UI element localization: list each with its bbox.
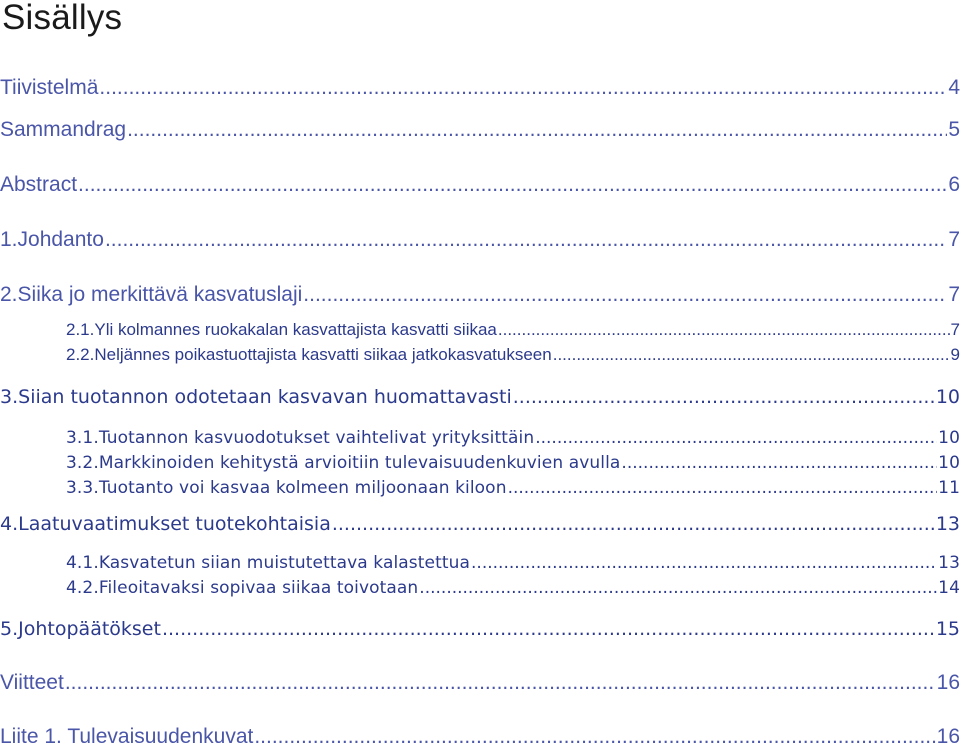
toc-section-number: 2.1. (66, 320, 95, 339)
toc-entry-text: Fileoitavaksi sopivaa siikaa toivotaan (98, 578, 419, 598)
toc-entry-text: Markkinoiden kehitystä arvioitiin tulevaisuudenkuvien avulla (98, 453, 621, 473)
toc-section-number: 3.1. (66, 428, 99, 448)
dot-leader (471, 553, 937, 573)
toc-entry-2-2[interactable] (0, 345, 960, 365)
dot-leader (419, 578, 937, 598)
toc-section-number: 4. (0, 513, 19, 535)
toc-entry-5[interactable] (0, 618, 960, 640)
toc-section-number: 4.1. (66, 553, 99, 573)
toc-page-number: 6 (948, 173, 960, 196)
toc-page-number: 5 (948, 118, 960, 141)
toc-entry-text: Liite 1. Tulevaisuudenkuvat (0, 725, 254, 748)
dot-leader (498, 320, 950, 340)
toc-section-number: 4.2. (66, 578, 99, 598)
toc-entry-text: Sammandrag (0, 118, 127, 141)
toc-page-number: 7 (948, 283, 960, 306)
toc-entry-4-1[interactable] (0, 553, 960, 573)
dot-leader (105, 228, 947, 252)
dot-leader (553, 345, 950, 365)
toc-section-number: 3.3. (66, 478, 99, 498)
toc-entry-text: Johtopäätökset (18, 618, 161, 640)
toc-entry-text: Neljännes poikastuottajista kasvatti siikaa jatkokasvatukseen (94, 345, 552, 364)
toc-entry-4[interactable] (0, 513, 960, 535)
toc-section-number: 2. (0, 283, 18, 306)
toc-entry-sammandrag[interactable] (0, 118, 960, 142)
toc-page-number: 10 (938, 428, 960, 448)
toc-entry-4-2[interactable] (0, 578, 960, 598)
dot-leader (65, 671, 936, 695)
toc-entry-text: Siika jo merkittävä kasvatuslaji (17, 283, 303, 306)
toc-page-number: 10 (935, 386, 960, 408)
toc-page-number: 4 (948, 76, 960, 99)
toc-entry-3-1[interactable] (0, 428, 960, 448)
toc-entry-3[interactable] (0, 386, 960, 408)
toc-entry-text: Yli kolmannes ruokakalan kasvattajista kasvatti siikaa (94, 320, 497, 339)
toc-entry-liite-1[interactable] (0, 725, 960, 749)
dot-leader (535, 428, 937, 448)
toc-entry-text: Abstract (0, 173, 78, 196)
toc-entry-text: Siian tuotannon odotetaan kasvavan huomattavasti (18, 386, 512, 408)
dot-leader (621, 453, 937, 473)
toc-section-number: 3.2. (66, 453, 99, 473)
toc-entry-johdanto[interactable] (0, 228, 960, 252)
page-title: Sisällys (2, 0, 123, 37)
toc-page-number: 14 (938, 578, 960, 598)
toc-entry-siika[interactable] (0, 283, 960, 307)
toc-entry-text: Tuotannon kasvuodotukset vaihtelivat yrityksittäin (98, 428, 535, 448)
toc-page-number: 16 (936, 725, 960, 748)
toc-entry-tiivistelma[interactable] (0, 76, 960, 100)
toc-page-number: 15 (935, 618, 960, 640)
toc-page-number: 9 (950, 345, 960, 364)
dot-leader (513, 386, 935, 408)
dot-leader (127, 118, 947, 142)
toc-page-number: 7 (950, 320, 960, 339)
toc-entry-viitteet[interactable] (0, 671, 960, 695)
toc-section-number: 2.2. (66, 345, 95, 364)
dot-leader (508, 478, 938, 498)
toc-page-number: 16 (936, 671, 960, 694)
toc-section-number: 3. (0, 386, 19, 408)
toc-page-number: 7 (948, 228, 960, 251)
toc-entry-text: Kasvatetun siian muistutettava kalastettua (98, 553, 471, 573)
toc-entry-text: Johdanto (17, 228, 104, 251)
toc-entry-2-1[interactable] (0, 320, 960, 340)
toc-entry-text: Viitteet (0, 671, 64, 694)
dot-leader (162, 618, 935, 640)
dot-leader (332, 513, 935, 535)
toc-entry-3-3[interactable] (0, 478, 960, 498)
toc-entry-text: Tiivistelmä (0, 76, 99, 99)
toc-entry-text: Laatuvaatimukset tuotekohtaisia (18, 513, 331, 535)
toc-section-number: 1. (0, 228, 18, 251)
dot-leader (303, 283, 947, 307)
toc-entry-abstract[interactable] (0, 173, 960, 197)
toc-entry-3-2[interactable] (0, 453, 960, 473)
toc-page-number: 10 (938, 453, 960, 473)
dot-leader (254, 725, 935, 749)
toc-page-number: 11 (938, 478, 960, 498)
dot-leader (99, 76, 947, 100)
dot-leader (78, 173, 947, 197)
toc-page-number: 13 (938, 553, 960, 573)
toc-section-number: 5. (0, 618, 19, 640)
toc-entry-text: Tuotanto voi kasvaa kolmeen miljoonaan kiloon (98, 478, 507, 498)
toc-page-number: 13 (935, 513, 960, 535)
